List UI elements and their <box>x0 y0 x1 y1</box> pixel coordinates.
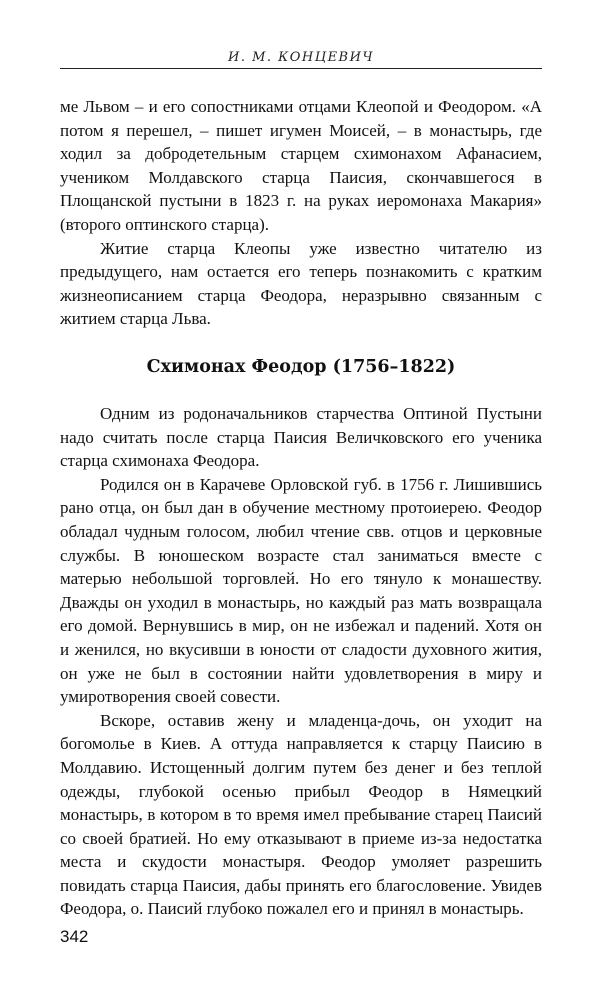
page-number: 342 <box>60 927 89 946</box>
header-rule <box>60 68 542 69</box>
paragraph: Вскоре, оставив жену и младенца-дочь, он уходит на богомолье в Киев. А оттуда направляется к старцу Паисию в Молдавию. Истощенный долгим путем без денег и без теплой одежды, глубокой осенью прибыл Феодор в Нямецкий монастырь, в котором в то время имел пребывание старец Паисий со своей братией. Но ему отказывают в приеме из-за недостатка места и скудости монастыря. Феодор умоляет разрешить повидать старца Паисия, дабы принять его благословение. Увидев Феодора, о. Паисий глубоко пожалел его и принял в монастырь. <box>60 710 542 919</box>
running-head: И. М. КОНЦЕВИЧ <box>228 50 374 65</box>
paragraph: Родился он в Карачеве Орловской губ. в 1756 г. Лишившись рано отца, он был дан в обучение местному протоиерею. Феодор обладал чудным голосом, любил чтение свв. отцов и церковные службы. В юношеском возрасте стал заниматься вместе с матерью небольшой торговлей. Но его тянуло к монашеству. Дважды он уходил в монастырь, но каждый раз мать возвращала его домой. Вернувшись в мир, он не избежал и падений. Хотя он и женился, но вкусивши в юности от сладости духовного жития, он уже не был в состоянии найти удовлетворения в миру и умиротворения своей совести. <box>60 474 542 707</box>
paragraph: Житие старца Клеопы уже известно читателю из предыдущего, нам остается его теперь познакомить с кратким жизнеописанием старца Феодора, неразрывно связанным с житием старца Льва. <box>60 238 542 329</box>
section-title: Схимонах Феодор (1756–1822) <box>146 357 456 377</box>
intro-text <box>60 95 542 331</box>
section-body <box>60 402 542 921</box>
paragraph: ме Львом – и его сопостниками отцами Клеопой и Феодором. «А потом я перешел, – пишет игумен Моисей, – в монастырь, где ходил за добродетельным старцем схимонахом Афанасием, учеником Молдавского старца Паисия, скончавшегося в Площанской пустыни в 1823 г. на руках иеромонаха Макария» (второго оптинского старца). <box>60 97 542 234</box>
paragraph: Одним из родоначальников старчества Оптиной Пустыни надо считать после старца Паисия Величковского его ученика старца схимонаха Феодора. <box>60 404 542 471</box>
